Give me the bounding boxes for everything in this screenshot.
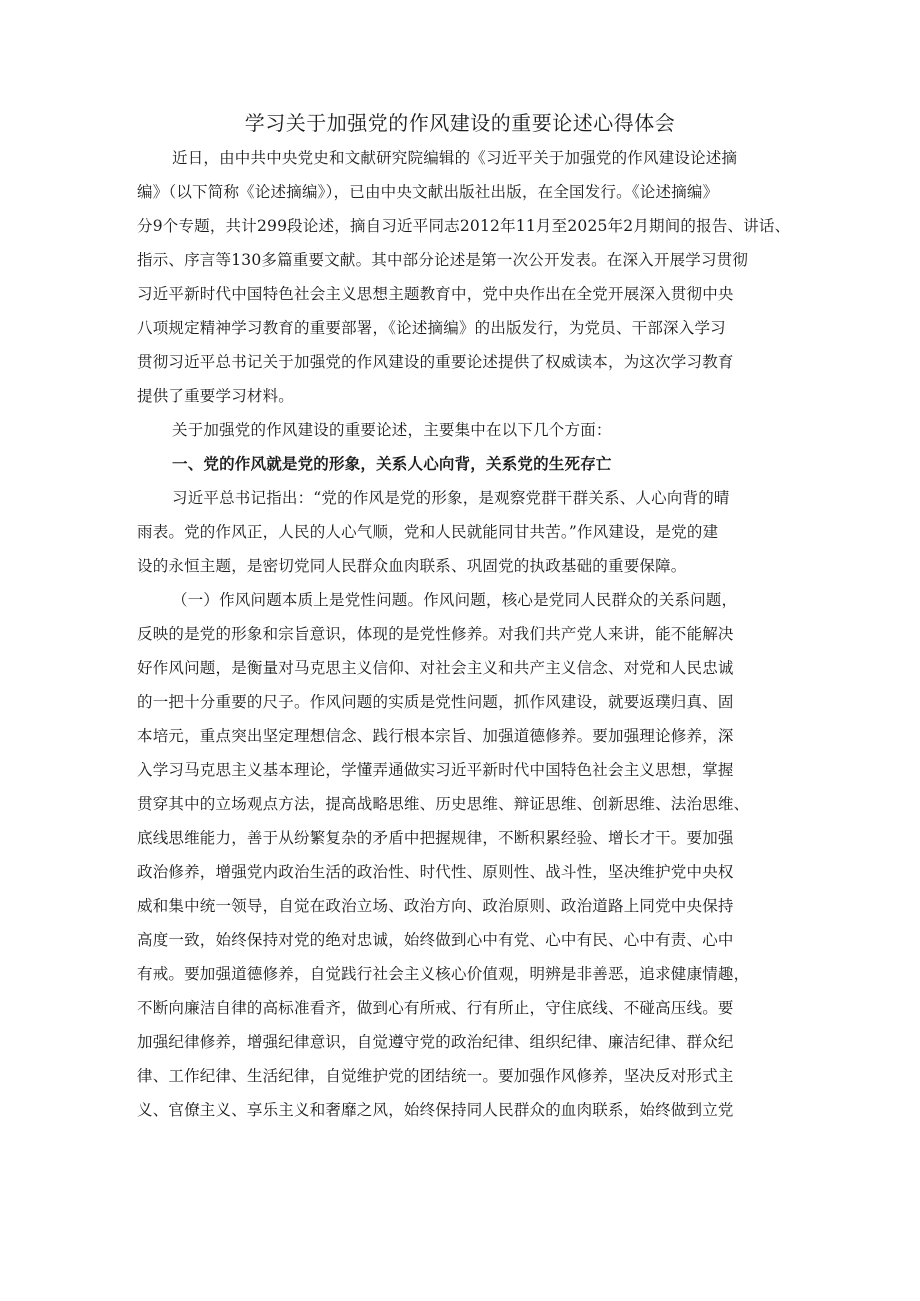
text-line: 雨表。党的作风正，人民的人心气顺，党和人民就能同甘共苦。”作风建设，是党的建 bbox=[137, 523, 719, 541]
text-line: 设的永恒主题，是密切党同人民群众血肉联系、巩固党的执政基础的重要保障。 bbox=[137, 557, 687, 575]
section-heading: 一、党的作风就是党的形象，关系人心向背，关系党的生死存亡 bbox=[172, 454, 612, 473]
text-line: 高度一致，始终保持对党的绝对忠诚，始终做到心中有党、心中有民、心中有责、心中 bbox=[137, 931, 734, 949]
text-line: 习近平总书记指出：“党的作风是党的形象，是观察党群干群关系、人心向背的晴 bbox=[172, 489, 730, 507]
text-line: 近日，由中共中央党史和文献研究院编辑的《习近平关于加强党的作风建设论述摘 bbox=[172, 149, 738, 167]
text-line: 贯彻习近平总书记关于加强党的作风建设的重要论述提供了权威读本，为这次学习教育 bbox=[137, 353, 734, 371]
text-line: （一）作风问题本质上是党性问题。作风问题，核心是党同人民群众的关系问题， bbox=[172, 591, 738, 609]
text-line: 底线思维能力，善于从纷繁复杂的矛盾中把握规律，不断积累经验、增长才干。要加强 bbox=[137, 829, 734, 847]
text-line: 贯穿其中的立场观点方法，提高战略思维、历史思维、辩证思维、创新思维、法治思维、 bbox=[137, 795, 750, 813]
text-line: 指示、序言等130多篇重要文献。其中部分论述是第一次公开发表。在深入开展学习贯彻 bbox=[137, 251, 749, 269]
text-line: 律、工作纪律、生活纪律，自觉维护党的团结统一。要加强作风修养，坚决反对形式主 bbox=[137, 1067, 734, 1085]
text-line: 编》（以下简称《论述摘编》），已由中央文献出版社出版，在全国发行。《论述摘编》 bbox=[137, 183, 719, 201]
text-line: 关于加强党的作风建设的重要论述，主要集中在以下几个方面： bbox=[172, 421, 612, 439]
text-line: 入学习马克思主义基本理论，学懂弄通做实习近平新时代中国特色社会主义思想，掌握 bbox=[137, 761, 734, 779]
text-line: 本培元，重点突出坚定理想信念、践行根本宗旨、加强道德修养。要加强理论修养，深 bbox=[137, 727, 734, 745]
text-line: 提供了重要学习材料。 bbox=[137, 387, 295, 405]
text-line: 加强纪律修养，增强纪律意识，自觉遵守党的政治纪律、组织纪律、廉洁纪律、群众纪 bbox=[137, 1033, 734, 1051]
text-line: 习近平新时代中国特色社会主义思想主题教育中，党中央作出在全党开展深入贯彻中央 bbox=[137, 285, 734, 303]
text-line: 有戒。要加强道德修养，自觉践行社会主义核心价值观，明辨是非善恶，追求健康情趣， bbox=[137, 965, 750, 983]
text-line: 威和集中统一领导，自觉在政治立场、政治方向、政治原则、政治道路上同党中央保持 bbox=[137, 897, 734, 915]
text-line: 反映的是党的形象和宗旨意识，体现的是党性修养。对我们共产党人来讲，能不能解决 bbox=[137, 625, 734, 643]
text-line: 的一把十分重要的尺子。作风问题的实质是党性问题，抓作风建设，就要返璞归真、固 bbox=[137, 693, 734, 711]
text-line: 八项规定精神学习教育的重要部署，《论述摘编》的出版发行，为党员、干部深入学习 bbox=[137, 319, 726, 337]
text-line: 政治修养，增强党内政治生活的政治性、时代性、原则性、战斗性，坚决维护党中央权 bbox=[137, 863, 734, 881]
text-line: 好作风问题，是衡量对马克思主义信仰、对社会主义和共产主义信念、对党和人民忠诚 bbox=[137, 659, 734, 677]
text-line: 义、官僚主义、享乐主义和奢靡之风，始终保持同人民群众的血肉联系，始终做到立党 bbox=[137, 1101, 734, 1119]
text-line: 不断向廉洁自律的高标准看齐，做到心有所戒、行有所止，守住底线、不碰高压线。要 bbox=[137, 999, 734, 1017]
text-line: 分9个专题，共计299段论述，摘自习近平同志2012年11月至2025年2月期间的报告、讲话、 bbox=[137, 217, 791, 235]
document-title: 学习关于加强党的作风建设的重要论述心得体会 bbox=[244, 111, 676, 135]
